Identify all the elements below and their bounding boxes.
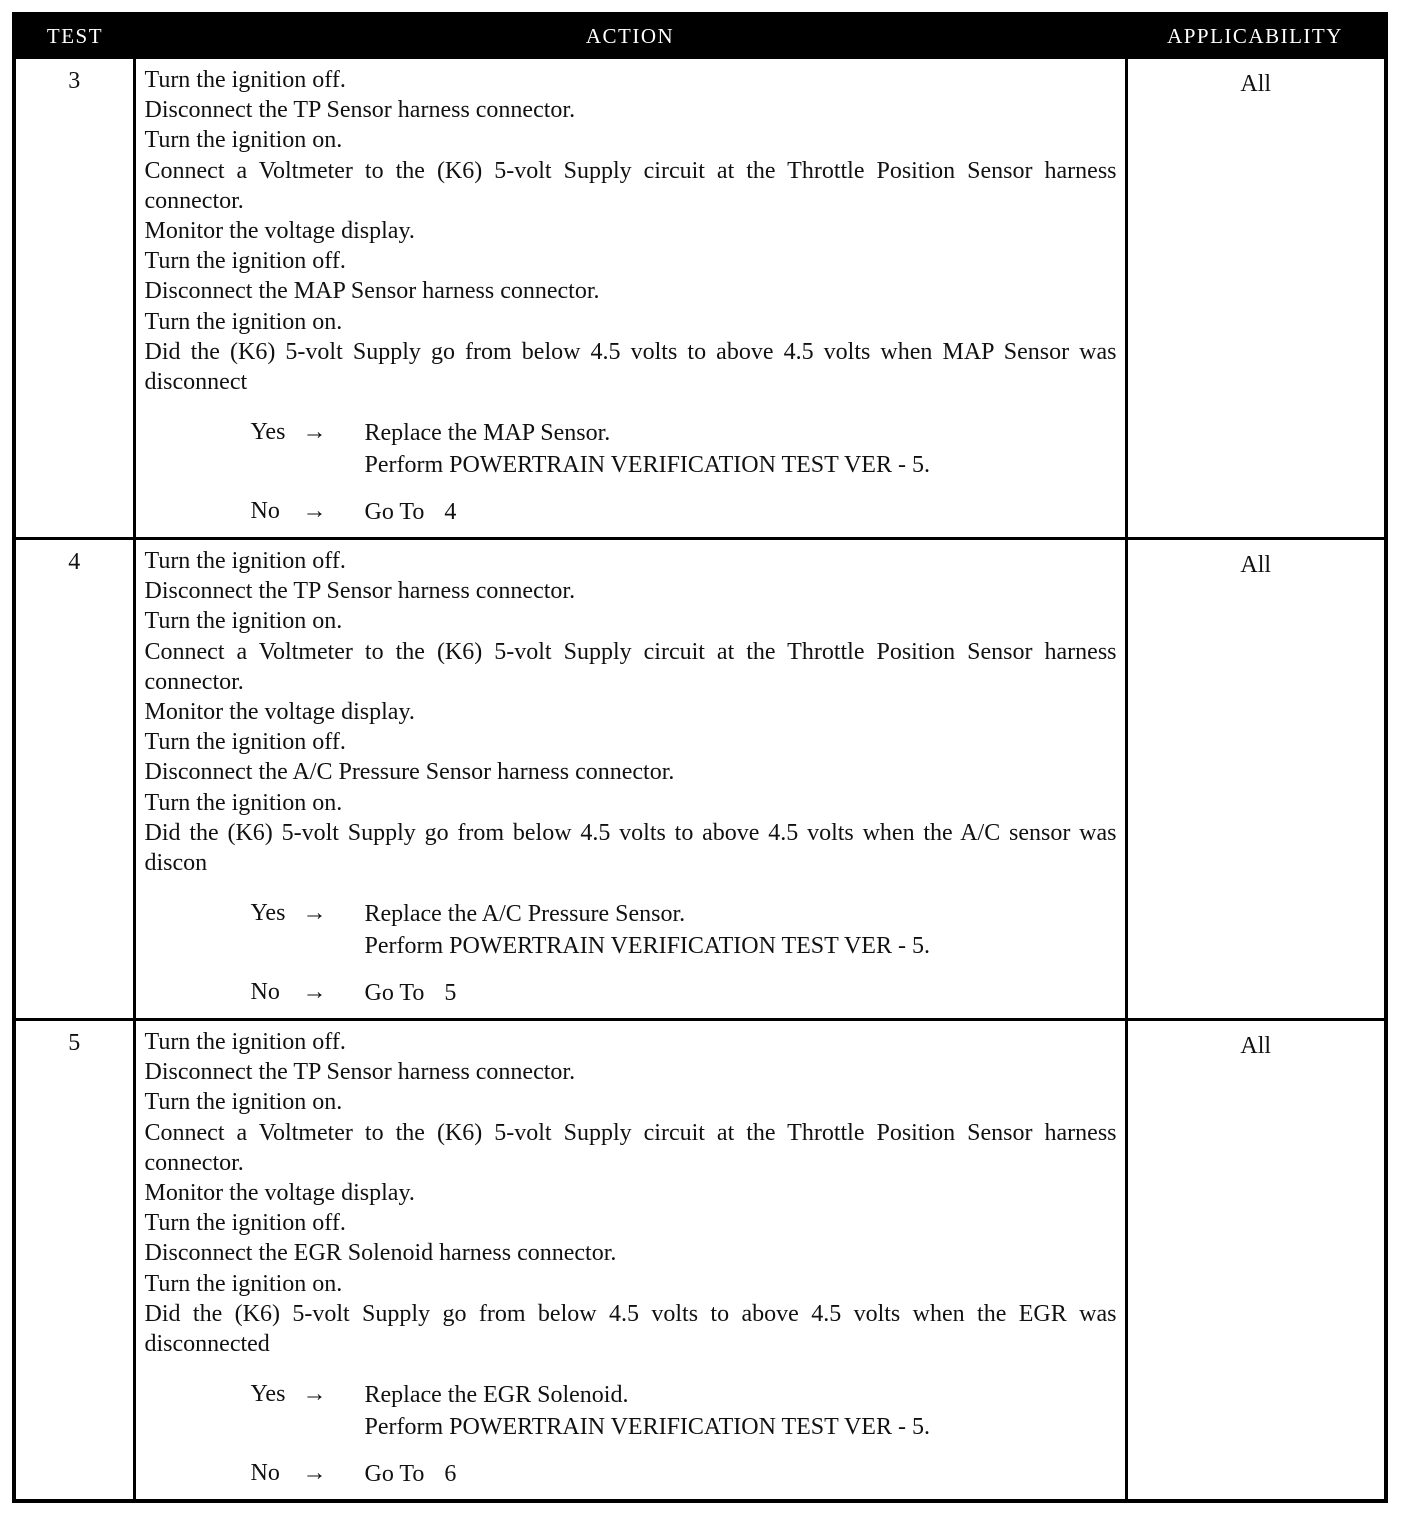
yes-action-line: Replace the MAP Sensor. xyxy=(364,420,611,447)
header-applicability: APPLICABILITY xyxy=(1126,14,1386,58)
no-actions xyxy=(365,977,457,1009)
test-number: 3 xyxy=(14,58,134,539)
action-step: Connect a Voltmeter to the (K6) 5-volt Supply circuit at the Throttle Position Sensor harness connector. xyxy=(144,638,1117,695)
action-steps xyxy=(145,65,1117,397)
goto-target[interactable]: 5 xyxy=(444,980,457,1007)
action-step: Did the (K6) 5-volt Supply go from below 4.5 volts to above 4.5 volts when MAP Sensor was disconnect xyxy=(144,338,1117,396)
action-step: Did the (K6) 5-volt Supply go from below 4.5 volts to above 4.5 volts when the EGR was disconnected xyxy=(144,1300,1117,1358)
applicability: All xyxy=(1126,1020,1386,1502)
goto-line xyxy=(365,1458,457,1490)
action-steps xyxy=(145,546,1117,878)
action-step: Turn the ignition off. xyxy=(144,1210,346,1237)
no-label: No xyxy=(250,1460,280,1487)
action-step: Turn the ignition on. xyxy=(144,1089,343,1116)
outcome-yes xyxy=(251,1379,1117,1443)
yes-label: Yes xyxy=(250,1381,286,1408)
yes-action-line: Replace the A/C Pressure Sensor. xyxy=(364,901,686,928)
action-step: Turn the ignition off. xyxy=(144,67,346,93)
table-header-row xyxy=(14,14,1386,58)
arrow-icon: → xyxy=(302,498,327,525)
outcomes xyxy=(251,417,1117,528)
action-step: Turn the ignition off. xyxy=(144,548,346,574)
goto-line xyxy=(365,496,457,528)
outcome-yes xyxy=(251,417,1117,481)
goto-label: Go To xyxy=(364,1461,425,1488)
yes-label: Yes xyxy=(250,419,286,446)
test-number: 4 xyxy=(14,539,134,1020)
test-row-5 xyxy=(14,1020,1386,1502)
arrow-icon: → xyxy=(302,1381,327,1408)
action-step: Turn the ignition on. xyxy=(144,127,343,154)
action-steps xyxy=(145,1027,1117,1359)
action-cell xyxy=(134,58,1126,539)
table-body xyxy=(14,58,1386,1502)
header-test: TEST xyxy=(14,14,134,58)
no-label: No xyxy=(250,498,280,525)
action-cell xyxy=(134,539,1126,1020)
header-action: ACTION xyxy=(134,14,1126,58)
action-step: Monitor the voltage display. xyxy=(144,1180,415,1207)
action-step: Monitor the voltage display. xyxy=(144,218,415,245)
goto-target[interactable]: 4 xyxy=(444,499,457,526)
action-step: Disconnect the TP Sensor harness connector. xyxy=(144,97,576,124)
action-step: Turn the ignition off. xyxy=(144,1029,346,1055)
yes-action-line: Perform POWERTRAIN VERIFICATION TEST VER - 5. xyxy=(364,1414,930,1441)
no-actions xyxy=(365,496,457,528)
action-step: Turn the ignition on. xyxy=(144,608,343,635)
action-step: Monitor the voltage display. xyxy=(144,699,415,726)
arrow-icon: → xyxy=(302,419,327,446)
outcomes xyxy=(251,898,1117,1009)
action-cell xyxy=(134,1020,1126,1502)
arrow-icon: → xyxy=(302,979,327,1006)
action-step: Disconnect the TP Sensor harness connector. xyxy=(144,578,576,605)
action-step: Disconnect the A/C Pressure Sensor harness connector. xyxy=(144,759,675,786)
yes-action-line: Perform POWERTRAIN VERIFICATION TEST VER - 5. xyxy=(364,933,930,960)
yes-label: Yes xyxy=(250,900,286,927)
test-number: 5 xyxy=(14,1020,134,1502)
action-step: Did the (K6) 5-volt Supply go from below 4.5 volts to above 4.5 volts when the A/C sensor was discon xyxy=(144,819,1117,877)
action-step: Turn the ignition on. xyxy=(144,308,343,335)
action-step: Turn the ignition off. xyxy=(144,729,346,756)
outcome-no xyxy=(251,496,1117,528)
goto-label: Go To xyxy=(364,499,425,526)
action-step: Disconnect the MAP Sensor harness connector. xyxy=(144,278,600,305)
action-step: Turn the ignition on. xyxy=(144,789,343,816)
action-step: Connect a Voltmeter to the (K6) 5-volt Supply circuit at the Throttle Position Sensor harness connector. xyxy=(144,1119,1117,1176)
arrow-icon: → xyxy=(302,900,327,927)
yes-actions xyxy=(365,898,930,962)
outcomes xyxy=(251,1379,1117,1490)
action-step: Connect a Voltmeter to the (K6) 5-volt Supply circuit at the Throttle Position Sensor harness connector. xyxy=(144,157,1117,214)
outcome-no xyxy=(251,977,1117,1009)
action-step: Disconnect the EGR Solenoid harness connector. xyxy=(144,1240,617,1267)
arrow-icon: → xyxy=(302,1460,327,1487)
test-row-3 xyxy=(14,58,1386,539)
action-step: Turn the ignition off. xyxy=(144,248,346,275)
outcome-yes xyxy=(251,898,1117,962)
yes-action-line: Perform POWERTRAIN VERIFICATION TEST VER - 5. xyxy=(364,452,930,479)
action-step: Disconnect the TP Sensor harness connector. xyxy=(144,1059,576,1086)
goto-line xyxy=(365,977,457,1009)
diagnostic-test-table xyxy=(12,12,1388,1503)
applicability: All xyxy=(1126,539,1386,1020)
no-label: No xyxy=(250,979,280,1006)
goto-label: Go To xyxy=(364,980,425,1007)
no-actions xyxy=(365,1458,457,1490)
test-row-4 xyxy=(14,539,1386,1020)
applicability: All xyxy=(1126,58,1386,539)
yes-actions xyxy=(365,1379,930,1443)
outcome-no xyxy=(251,1458,1117,1490)
yes-action-line: Replace the EGR Solenoid. xyxy=(364,1382,629,1409)
action-step: Turn the ignition on. xyxy=(144,1270,343,1297)
goto-target[interactable]: 6 xyxy=(444,1461,457,1488)
yes-actions xyxy=(365,417,930,481)
